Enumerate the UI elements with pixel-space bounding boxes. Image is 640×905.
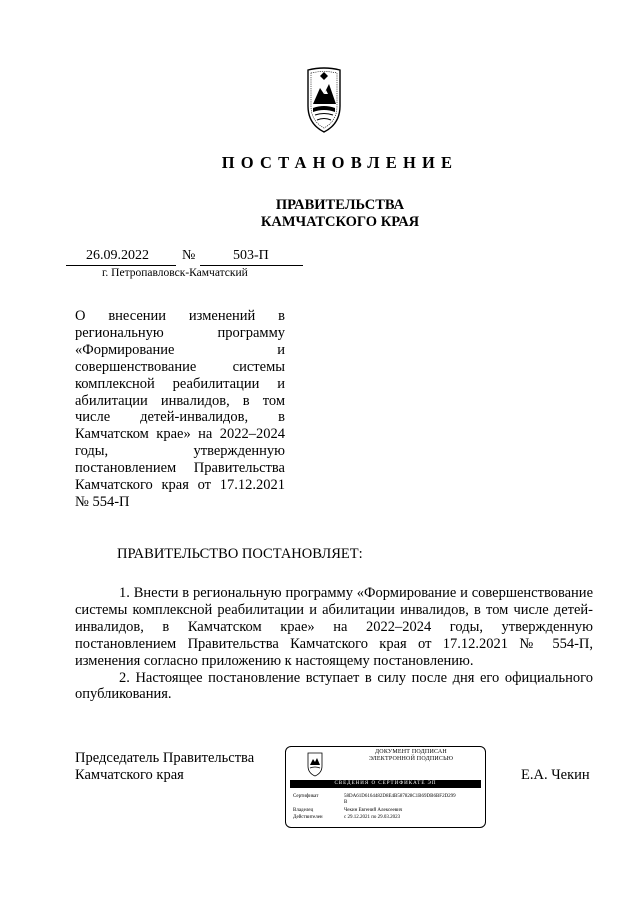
authority-line-1: ПРАВИТЕЛЬСТВА xyxy=(275,197,405,213)
document-body xyxy=(75,585,593,703)
owner-label: Владелец xyxy=(293,808,314,813)
certificate-label: Сертификат xyxy=(293,794,319,799)
number-underline xyxy=(200,265,303,266)
registration-place: г. Петропавловск-Камчатский xyxy=(102,267,248,279)
valid-value: с 29.12.2021 по 29.03.2023 xyxy=(344,815,401,820)
body-paragraph-2: 2. Настоящее постановление вступает в силу после дня его официального опубликования. xyxy=(75,669,593,703)
document-title: ПОСТАНОВЛЕНИЕ xyxy=(221,153,459,172)
registration-date: 26.09.2022 xyxy=(86,248,149,263)
stamp-certificate-bar: СВЕДЕНИЯ О СЕРТИФИКАТЕ ЭП xyxy=(290,780,481,788)
kamchatka-coat-of-arms-icon xyxy=(302,66,346,136)
e-signature-stamp xyxy=(285,746,486,828)
registration-number: 503-П xyxy=(233,248,269,263)
resolves-heading: ПРАВИТЕЛЬСТВО ПОСТАНОВЛЯЕТ: xyxy=(117,546,363,562)
stamp-header-line-1: ДОКУМЕНТ ПОДПИСАН xyxy=(375,749,447,755)
document-subject: О внесении изменений в региональную программу «Формирование и совершенствование системы комплексной реабилитации и абилитации инвалидов, в том числе детей-инвалидов, в Камчатском крае» на 2022–2024 годы, утвержденную постановлением Правительства Камчатского края от 17.12.2021 № 554-П xyxy=(75,308,285,510)
stamp-header-line-2: ЭЛЕКТРОННОЙ ПОДПИСЬЮ xyxy=(368,756,454,762)
certificate-value-cont: B xyxy=(344,800,348,805)
signatory-position xyxy=(75,750,254,784)
owner-value: Чекин Евгений Алексеевич xyxy=(344,808,403,813)
stamp-header xyxy=(340,749,482,763)
signatory-position-line-2: Камчатского края xyxy=(75,766,184,783)
signatory-position-line-1: Председатель Правительства xyxy=(75,750,255,766)
stamp-emblem-icon xyxy=(306,751,324,777)
certificate-value: 58DA61D6164482D8E4B587828C1B69DB6BF2D299 xyxy=(344,794,456,799)
valid-label: Действителен xyxy=(293,815,323,820)
signatory-name: Е.А. Чекин xyxy=(521,767,590,783)
number-sign: № xyxy=(182,248,196,263)
date-underline xyxy=(66,265,176,266)
body-paragraph-1: 1. Внести в региональную программу «Формирование и совершенствование системы комплексной реабилитации и абилитации инвалидов, в том числе детей-инвалидов, в Камчатском крае» на 2022–2024 годы, утвержденную постановлением Правительства Камчатского края от 17.12.2021 № 554-П, изменения согласно приложению к настоящему постановлению. xyxy=(75,585,593,669)
authority-line-2: КАМЧАТСКОГО КРАЯ xyxy=(260,214,420,230)
